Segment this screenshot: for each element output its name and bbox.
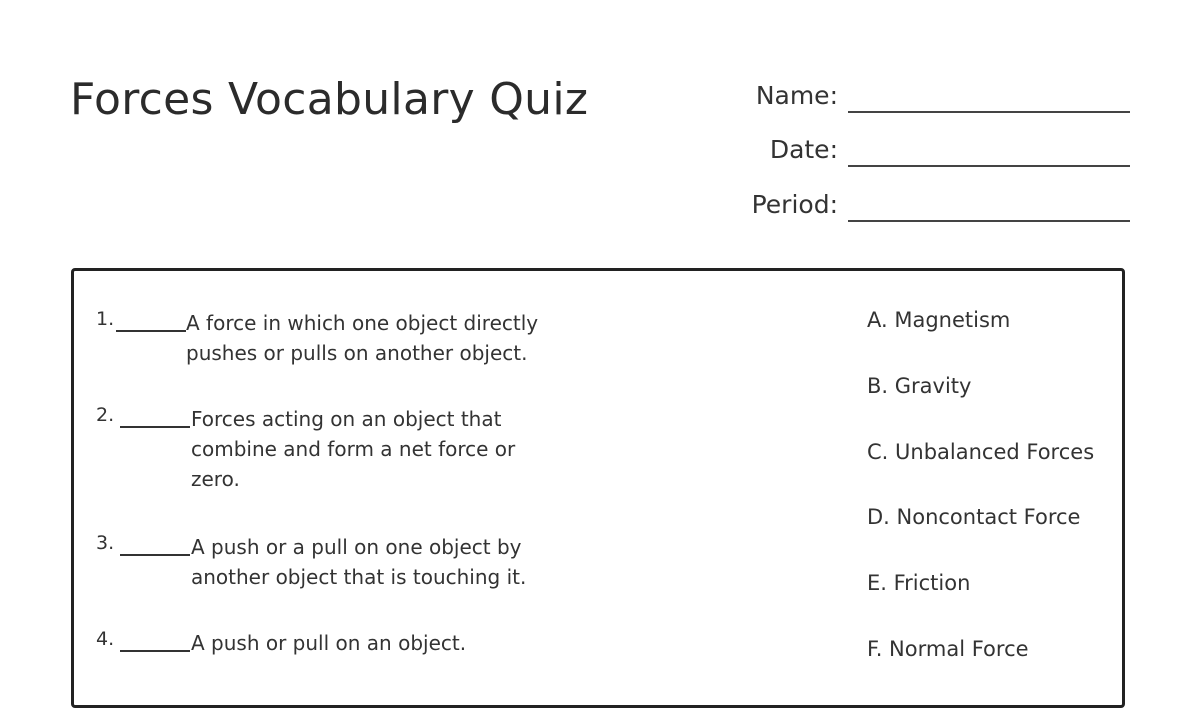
question-text: A push or a pull on one object by another object that is touching it. <box>191 535 527 589</box>
option-d: D. Noncontact Force <box>867 505 1081 529</box>
name-answer-line <box>848 111 1130 113</box>
question-text: Forces acting on an object that combine and form a net force or zero. <box>191 407 516 491</box>
question-text: A force in which one object directly pushes or pulls on another object. <box>186 311 539 365</box>
question-number: 3. <box>96 532 115 554</box>
name-label: Name: <box>755 81 838 110</box>
period-label: Period: <box>751 190 838 219</box>
question-text: A push or pull on an object. <box>191 631 467 655</box>
option-c: C. Unbalanced Forces <box>867 440 1095 464</box>
option-e: E. Friction <box>867 571 971 595</box>
date-answer-line <box>848 165 1130 167</box>
question-number: 2. <box>96 404 115 426</box>
name-field <box>700 78 1130 118</box>
date-label: Date: <box>769 135 838 164</box>
period-field <box>700 187 1130 227</box>
option-f: F. Normal Force <box>867 637 1029 661</box>
answer-blank <box>120 628 190 652</box>
answer-blank <box>116 308 186 332</box>
question-number: 4. <box>96 628 115 650</box>
answer-blank <box>120 532 190 556</box>
answer-blank <box>120 404 190 428</box>
quiz-title: Forces Vocabulary Quiz <box>70 74 589 125</box>
question-number: 1. <box>96 308 115 330</box>
period-answer-line <box>848 220 1130 222</box>
option-b: B. Gravity <box>867 374 972 398</box>
option-a: A. Magnetism <box>867 308 1011 332</box>
date-field <box>700 132 1130 172</box>
